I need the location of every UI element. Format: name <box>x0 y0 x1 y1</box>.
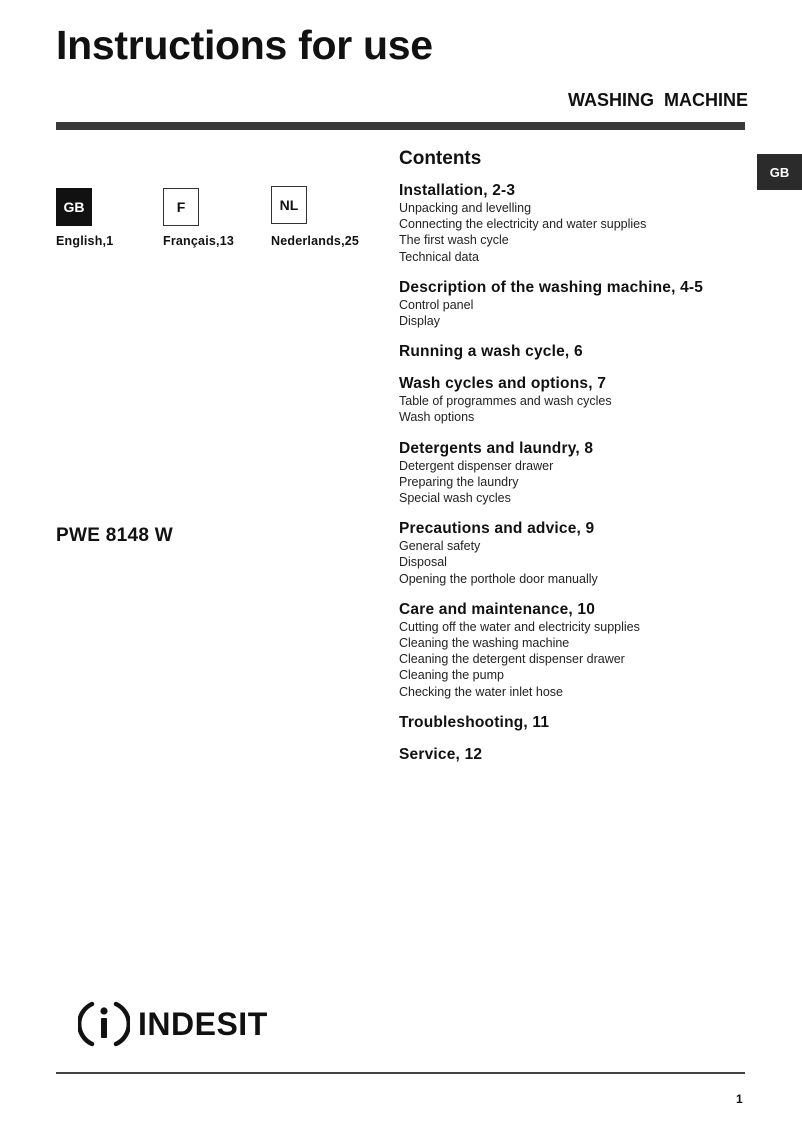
toc-subitem: Wash options <box>399 410 475 425</box>
toc-section <box>399 182 749 265</box>
toc-heading: Service, 12 <box>399 745 483 763</box>
toc-subitem: The first wash cycle <box>399 233 509 248</box>
toc-subitem: Special wash cycles <box>399 491 511 506</box>
toc-subitem: Checking the water inlet hose <box>399 684 563 699</box>
language-side-tab: GB <box>757 154 802 190</box>
toc-subitem: Connecting the electricity and water supplies <box>399 217 647 232</box>
toc-section <box>399 279 749 329</box>
toc-heading: Precautions and advice, 9 <box>399 520 595 538</box>
toc-section <box>399 440 749 507</box>
toc-section <box>399 375 749 425</box>
toc-subitem: Disposal <box>399 555 447 570</box>
toc-subitem: Detergent dispenser drawer <box>399 458 554 473</box>
toc-section <box>399 746 749 764</box>
toc-subitem: Unpacking and levelling <box>399 201 532 215</box>
toc-section <box>399 343 749 361</box>
header-divider <box>56 122 745 130</box>
language-label-english: English,1 <box>56 234 114 248</box>
language-box-nl: NL <box>271 186 307 224</box>
toc-subitem: Opening the porthole door manually <box>399 571 598 586</box>
toc-heading: Installation, 2-3 <box>399 182 516 199</box>
contents-title: Contents <box>399 148 482 169</box>
language-box-f: F <box>163 188 199 226</box>
toc-subitem: General safety <box>399 539 481 554</box>
language-box-gb: GB <box>56 188 92 226</box>
model-number: PWE 8148 W <box>56 525 174 546</box>
toc-subitem: Cleaning the detergent dispenser drawer <box>399 652 625 667</box>
document-title: Instructions for use <box>56 22 433 68</box>
toc-heading: Detergents and laundry, 8 <box>399 439 594 457</box>
toc-section <box>399 714 749 732</box>
brand-name: INDESIT <box>138 1005 268 1042</box>
language-label-francais: Français,13 <box>163 234 234 248</box>
footer-divider <box>56 1072 745 1074</box>
toc-heading: Description of the washing machine, 4-5 <box>399 278 704 296</box>
toc-subitem: Control panel <box>399 297 474 312</box>
toc-subitem: Technical data <box>399 249 479 264</box>
toc-section <box>399 520 749 587</box>
toc-heading: Care and maintenance, 10 <box>399 600 596 618</box>
page-number: 1 <box>736 1092 743 1106</box>
toc-section <box>399 601 749 700</box>
toc-subitem: Display <box>399 314 440 329</box>
toc-subitem: Cleaning the pump <box>399 668 504 683</box>
table-of-contents <box>399 182 749 778</box>
document-subtitle: WASHING MACHINE <box>568 90 748 110</box>
toc-heading: Troubleshooting, 11 <box>399 713 550 731</box>
toc-subitem: Table of programmes and wash cycles <box>399 394 612 409</box>
indesit-logo-icon <box>78 998 130 1050</box>
toc-heading: Wash cycles and options, 7 <box>399 375 607 393</box>
brand-logo <box>78 998 268 1050</box>
toc-subitem: Cleaning the washing machine <box>399 636 570 651</box>
language-label-nederlands: Nederlands,25 <box>271 234 360 248</box>
toc-subitem: Preparing the laundry <box>399 474 519 489</box>
toc-subitem: Cutting off the water and electricity supplies <box>399 619 640 634</box>
toc-heading: Running a wash cycle, 6 <box>399 343 583 361</box>
